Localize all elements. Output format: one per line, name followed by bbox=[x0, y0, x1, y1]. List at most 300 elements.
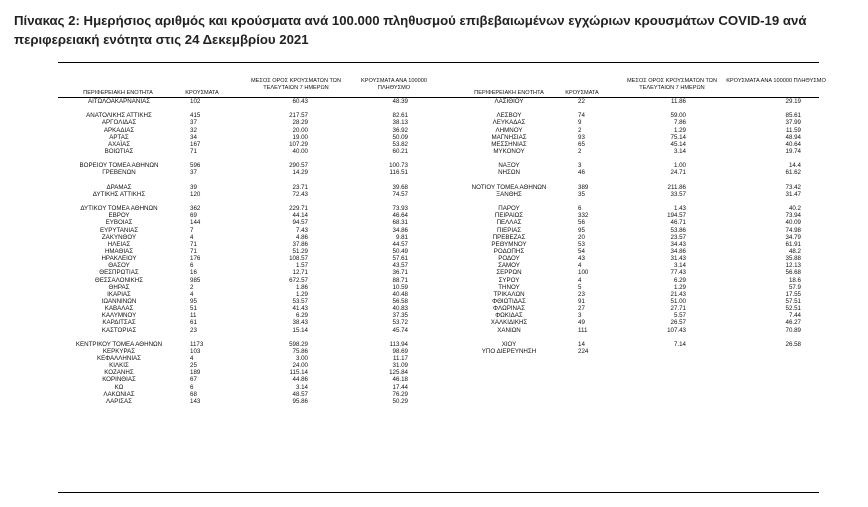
left-cases-cell: 25 bbox=[190, 362, 197, 370]
left-avg7-cell: 290.57 bbox=[289, 162, 308, 170]
left-region-cell: ΒΟΡΕΙΟΥ ΤΟΜΕΑ ΑΘΗΝΩΝ bbox=[79, 162, 159, 170]
left-cases-cell: 362 bbox=[190, 205, 201, 213]
left-cases-cell: 143 bbox=[190, 397, 201, 405]
right-region-cell bbox=[441, 198, 577, 205]
right-cases-cell: 3 bbox=[578, 312, 582, 320]
right-cases-cell: 23 bbox=[578, 290, 585, 298]
left-avg7-cell: 1.57 bbox=[295, 262, 308, 270]
right-cases-cell bbox=[578, 177, 614, 184]
left-per100k-cell: 57.61 bbox=[392, 255, 408, 263]
left-region-cell: ΔΡΑΜΑΣ bbox=[106, 183, 132, 191]
left-region-cell: ΚΑΣΤΟΡΙΑΣ bbox=[101, 326, 137, 334]
left-region-cell: ΑΧΑΪΑΣ bbox=[107, 140, 131, 148]
right-per100k-column bbox=[745, 98, 801, 355]
left-cases-cell bbox=[190, 198, 226, 205]
left-region-cell: ΕΥΡΥΤΑΝΙΑΣ bbox=[99, 226, 139, 234]
left-cases-cell: 7 bbox=[190, 226, 194, 234]
right-avg7-cell: 33.57 bbox=[670, 190, 686, 198]
left-per100k-cell: 46.18 bbox=[392, 376, 408, 384]
right-per100k-cell: 40.09 bbox=[785, 219, 801, 227]
left-per100k-cell: 11.17 bbox=[392, 355, 408, 363]
left-per100k-cell: 116.51 bbox=[389, 169, 408, 177]
left-avg7-cell: 115.14 bbox=[289, 369, 308, 377]
left-avg7-cell: 38.43 bbox=[292, 319, 308, 327]
right-per100k-cell: 73.42 bbox=[785, 183, 801, 191]
right-per100k-cell: 48.2 bbox=[788, 247, 801, 255]
left-region-cell: ΑΡΚΑΔΙΑΣ bbox=[103, 126, 135, 134]
left-per100k-cell: 82.61 bbox=[392, 112, 408, 120]
left-per100k-cell bbox=[352, 105, 408, 112]
left-avg7-cell bbox=[252, 155, 308, 162]
left-per100k-cell: 125.84 bbox=[389, 369, 408, 377]
left-region-cell: ΕΒΡΟΥ bbox=[108, 212, 130, 220]
left-avg7-cell: 1.86 bbox=[295, 283, 308, 291]
left-region-cell: ΘΕΣΠΡΩΤΙΑΣ bbox=[99, 269, 139, 277]
left-region-cell: ΚΙΛΚΙΣ bbox=[109, 362, 129, 370]
right-cases-cell: 332 bbox=[578, 212, 589, 220]
right-cases-cell: 9 bbox=[578, 119, 582, 127]
left-per100k-cell: 39.68 bbox=[392, 183, 408, 191]
right-cases-cell: 111 bbox=[578, 326, 588, 334]
right-avg7-cell bbox=[630, 105, 686, 112]
right-per100k-cell: 48.94 bbox=[785, 133, 801, 141]
left-cases-column bbox=[190, 98, 226, 405]
right-per100k-cell: 14.4 bbox=[788, 162, 801, 170]
right-per100k-cell: 46.27 bbox=[785, 319, 801, 327]
left-per100k-cell: 68.31 bbox=[392, 219, 408, 227]
left-cases-cell: 176 bbox=[190, 255, 201, 263]
right-cases-cell: 20 bbox=[578, 233, 585, 241]
left-per100k-cell: 36.71 bbox=[392, 269, 408, 277]
left-cases-cell: 189 bbox=[190, 369, 201, 377]
right-avg7-cell bbox=[630, 155, 686, 162]
right-region-cell: ΣΕΡΡΩΝ bbox=[496, 269, 522, 277]
left-per100k-cell: 38.13 bbox=[392, 119, 408, 127]
right-region-cell: ΛΕΣΒΟΥ bbox=[496, 112, 522, 120]
left-region-cell: ΘΑΣΟΥ bbox=[108, 262, 130, 270]
left-per100k-cell: 76.29 bbox=[392, 390, 408, 398]
left-avg7-cell: 28.29 bbox=[292, 119, 308, 127]
left-region-cell: ΙΚΑΡΙΑΣ bbox=[107, 290, 131, 298]
left-cases-cell: 67 bbox=[190, 376, 197, 384]
left-cases-cell: 4 bbox=[190, 355, 194, 363]
right-cases-column bbox=[578, 98, 614, 355]
left-per100k-cell: 46.64 bbox=[392, 212, 408, 220]
right-region-cell: ΧΙΟΥ bbox=[501, 340, 517, 348]
left-per100k-cell: 10.59 bbox=[392, 283, 408, 291]
left-region-cell: ΓΡΕΒΕΝΩΝ bbox=[102, 169, 136, 177]
left-per100k-cell bbox=[352, 334, 408, 341]
left-avg7-cell bbox=[252, 198, 308, 205]
left-region-cell bbox=[60, 155, 178, 162]
left-cases-cell bbox=[190, 177, 226, 184]
left-avg7-cell: 15.14 bbox=[292, 326, 308, 334]
right-avg7-cell: 27.71 bbox=[670, 305, 686, 313]
header-per100k-right: ΚΡΟΥΣΜΑΤΑ ΑΝΑ 100000 ΠΛΗΘΥΣΜΟ bbox=[726, 78, 826, 84]
right-avg7-cell: 26.57 bbox=[670, 319, 686, 327]
header-cases-right: ΚΡΟΥΣΜΑΤΑ bbox=[565, 90, 599, 96]
right-cases-cell: 95 bbox=[578, 226, 585, 234]
left-region-cell bbox=[60, 105, 178, 112]
right-per100k-cell: 61.62 bbox=[785, 169, 801, 177]
right-region-cell: ΣΥΡΟΥ bbox=[498, 276, 520, 284]
left-cases-cell: 6 bbox=[190, 262, 194, 270]
left-avg7-cell: 94.57 bbox=[292, 219, 308, 227]
left-cases-cell: 16 bbox=[190, 269, 197, 277]
right-region-cell: ΛΕΥΚΑΔΑΣ bbox=[492, 119, 526, 127]
left-region-cell: ΚΕΦΑΛΛΗΝΙΑΣ bbox=[96, 355, 141, 363]
right-avg7-cell: 3.14 bbox=[673, 262, 686, 270]
left-per100k-cell: 40.83 bbox=[392, 305, 408, 313]
left-per100k-cell: 74.57 bbox=[392, 190, 408, 198]
left-avg7-cell: 44.14 bbox=[292, 212, 308, 220]
left-avg7-cell: 37.86 bbox=[292, 240, 308, 248]
right-per100k-cell: 70.89 bbox=[785, 326, 801, 334]
right-per100k-cell: 35.88 bbox=[785, 255, 801, 263]
right-cases-cell: 91 bbox=[578, 297, 585, 305]
left-cases-cell: 144 bbox=[190, 219, 201, 227]
left-avg7-cell: 108.57 bbox=[289, 255, 308, 263]
right-cases-cell: 35 bbox=[578, 190, 585, 198]
left-per100k-cell bbox=[352, 198, 408, 205]
right-avg7-cell: 31.43 bbox=[670, 255, 686, 263]
right-cases-cell: 27 bbox=[578, 305, 585, 313]
right-region-cell: ΣΑΜΟΥ bbox=[498, 262, 520, 270]
right-per100k-cell: 40.2 bbox=[788, 205, 801, 213]
left-region-cell: ΛΑΡΙΣΑΣ bbox=[106, 397, 132, 405]
left-region-cell: ΚΩ bbox=[114, 383, 124, 391]
left-avg7-cell: 7.43 bbox=[295, 226, 308, 234]
table-bottom-rule bbox=[58, 492, 819, 493]
right-cases-cell: 49 bbox=[578, 319, 585, 327]
right-region-cell: ΦΩΚΙΔΑΣ bbox=[495, 312, 523, 320]
right-avg7-cell: 194.57 bbox=[667, 212, 686, 220]
right-cases-cell: 4 bbox=[578, 276, 582, 284]
right-avg7-cell: 24.71 bbox=[670, 169, 686, 177]
right-avg7-cell: 46.71 bbox=[670, 219, 686, 227]
left-avg7-cell: 598.29 bbox=[289, 340, 308, 348]
right-per100k-cell: 19.74 bbox=[785, 147, 801, 155]
right-cases-cell: 56 bbox=[578, 219, 585, 227]
right-per100k-cell: 17.55 bbox=[785, 290, 801, 298]
right-per100k-cell: 61.91 bbox=[785, 240, 801, 248]
right-region-cell: ΠΑΡΟΥ bbox=[498, 205, 520, 213]
right-per100k-cell bbox=[745, 177, 801, 184]
left-avg7-cell bbox=[252, 177, 308, 184]
left-cases-cell: 37 bbox=[190, 169, 197, 177]
left-per100k-cell: 31.09 bbox=[392, 362, 408, 370]
left-cases-cell: 37 bbox=[190, 119, 197, 127]
right-per100k-cell: 31.47 bbox=[785, 190, 801, 198]
left-per100k-cell: 60.21 bbox=[392, 147, 408, 155]
right-cases-cell: 22 bbox=[578, 98, 585, 105]
right-per100k-cell bbox=[745, 155, 801, 162]
right-region-cell: ΧΑΝΙΩΝ bbox=[497, 326, 521, 334]
left-cases-cell: 95 bbox=[190, 297, 197, 305]
left-avg7-cell: 75.86 bbox=[292, 347, 308, 355]
left-region-cell: ΔΥΤΙΚΟΥ ΤΟΜΕΑ ΑΘΗΝΩΝ bbox=[80, 205, 158, 213]
left-avg7-cell: 4.86 bbox=[295, 233, 308, 241]
right-avg7-cell: 3.14 bbox=[673, 147, 686, 155]
header-avg7-left: ΜΕΣΟΣ ΟΡΟΣ ΚΡΟΥΣΜΑΤΩΝ ΤΩΝ ΤΕΛΕΥΤΑΙΩΝ 7 ΗΜΕΡΩΝ bbox=[251, 78, 341, 91]
right-region-cell: ΦΛΩΡΙΝΑΣ bbox=[493, 305, 525, 313]
right-region-cell: ΠΕΙΡΑΙΩΣ bbox=[494, 212, 524, 220]
right-region-cell: ΛΗΜΝΟΥ bbox=[495, 126, 523, 134]
right-avg7-cell: 21.43 bbox=[670, 290, 686, 298]
left-avg7-cell: 14.29 bbox=[292, 169, 308, 177]
left-avg7-cell: 72.43 bbox=[292, 190, 308, 198]
right-cases-cell: 65 bbox=[578, 140, 585, 148]
right-per100k-cell bbox=[745, 334, 801, 341]
right-per100k-cell: 57.9 bbox=[788, 283, 801, 291]
left-per100k-cell: 9.81 bbox=[395, 233, 408, 241]
left-per100k-cell: 43.57 bbox=[392, 262, 408, 270]
left-cases-cell: 23 bbox=[190, 326, 197, 334]
right-region-cell: ΠΙΕΡΙΑΣ bbox=[496, 226, 522, 234]
left-avg7-cell: 107.29 bbox=[289, 140, 308, 148]
left-region-cell: ΙΩΑΝΝΙΝΩΝ bbox=[101, 297, 137, 305]
left-region-cell: ΗΛΕΙΑΣ bbox=[107, 240, 131, 248]
left-region-cell: ΑΡΤΑΣ bbox=[109, 133, 129, 141]
left-region-cell: ΛΑΚΩΝΙΑΣ bbox=[103, 390, 135, 398]
header-region-right: ΠΕΡΙΦΕΡΕΙΑΚΗ ΕΝΟΤΗΤΑ bbox=[474, 90, 544, 96]
left-avg7-cell: 217.57 bbox=[289, 112, 308, 120]
left-avg7-cell: 6.29 bbox=[295, 312, 308, 320]
right-avg7-cell: 34.43 bbox=[670, 240, 686, 248]
left-cases-cell: 69 bbox=[190, 212, 197, 220]
right-cases-cell: 3 bbox=[578, 162, 582, 170]
left-region-cell: ΚΕΡΚΥΡΑΣ bbox=[102, 347, 136, 355]
right-cases-cell bbox=[578, 198, 614, 205]
table-top-rule bbox=[58, 62, 819, 63]
left-per100k-cell: 100.73 bbox=[389, 162, 408, 170]
right-avg7-cell: 51.00 bbox=[670, 297, 686, 305]
left-cases-cell: 32 bbox=[190, 126, 197, 134]
left-cases-cell: 51 bbox=[190, 305, 197, 313]
left-avg7-cell: 20.00 bbox=[292, 126, 308, 134]
left-per100k-cell: 40.48 bbox=[392, 290, 408, 298]
left-region-cell: ΚΑΒΑΛΑΣ bbox=[104, 305, 134, 313]
right-avg7-cell: 211.86 bbox=[667, 183, 686, 191]
right-avg7-cell: 107.43 bbox=[667, 326, 686, 334]
left-cases-cell bbox=[190, 105, 226, 112]
right-region-cell: ΝΟΤΙΟΥ ΤΟΜΕΑ ΑΘΗΝΩΝ bbox=[471, 183, 547, 191]
right-per100k-cell: 37.99 bbox=[785, 119, 801, 127]
left-per100k-cell: 37.35 bbox=[392, 312, 408, 320]
right-region-cell: ΤΗΝΟΥ bbox=[498, 283, 520, 291]
left-per100k-cell: 36.92 bbox=[392, 126, 408, 134]
right-per100k-cell bbox=[745, 348, 801, 355]
right-avg7-cell: 1.29 bbox=[673, 283, 686, 291]
left-region-cell: ΒΟΙΩΤΙΑΣ bbox=[104, 147, 134, 155]
left-region-cell bbox=[60, 177, 178, 184]
left-cases-cell: 71 bbox=[190, 147, 197, 155]
left-avg7-cell: 41.43 bbox=[292, 305, 308, 313]
left-avg7-cell: 19.00 bbox=[292, 133, 308, 141]
left-avg7-cell: 12.71 bbox=[292, 269, 308, 277]
right-per100k-cell: 12.13 bbox=[785, 262, 801, 270]
left-cases-cell: 1173 bbox=[190, 340, 204, 348]
right-per100k-cell: 56.68 bbox=[785, 269, 801, 277]
left-per100k-cell: 17.44 bbox=[392, 383, 408, 391]
right-per100k-cell bbox=[745, 105, 801, 112]
right-cases-cell: 2 bbox=[578, 126, 582, 134]
left-region-cell: ΗΜΑΘΙΑΣ bbox=[104, 247, 134, 255]
right-per100k-cell: 52.51 bbox=[785, 305, 801, 313]
right-avg7-cell: 11.86 bbox=[670, 98, 686, 105]
right-avg7-cell: 1.00 bbox=[673, 162, 686, 170]
left-avg7-cell: 53.57 bbox=[292, 297, 308, 305]
left-per100k-cell: 45.74 bbox=[392, 326, 408, 334]
right-avg7-cell: 7.86 bbox=[673, 119, 686, 127]
right-per100k-cell: 26.58 bbox=[785, 340, 801, 348]
left-avg7-cell: 44.86 bbox=[292, 376, 308, 384]
right-avg7-cell: 23.57 bbox=[670, 233, 686, 241]
left-per100k-cell: 53.72 bbox=[392, 319, 408, 327]
right-avg7-cell: 5.57 bbox=[673, 312, 686, 320]
left-per100k-cell: 34.86 bbox=[392, 226, 408, 234]
left-region-column bbox=[60, 98, 178, 405]
left-per100k-cell: 113.94 bbox=[389, 340, 408, 348]
left-avg7-cell bbox=[252, 105, 308, 112]
right-cases-cell: 6 bbox=[578, 205, 582, 213]
left-per100k-cell: 50.29 bbox=[392, 397, 408, 405]
right-region-cell: ΦΘΙΩΤΙΔΑΣ bbox=[492, 297, 526, 305]
right-region-cell: ΠΡΕΒΕΖΑΣ bbox=[492, 233, 526, 241]
right-region-cell: ΡΟΔΟΠΗΣ bbox=[493, 247, 525, 255]
header-region-left: ΠΕΡΙΦΕΡΕΙΑΚΗ ΕΝΟΤΗΤΑ bbox=[83, 90, 153, 96]
left-region-cell: ΑΙΤΩΛΟΑΚΑΡΝΑΝΙΑΣ bbox=[87, 98, 151, 105]
left-region-cell: ΚΕΝΤΡΙΚΟΥ ΤΟΜΕΑ ΑΘΗΝΩΝ bbox=[75, 340, 163, 348]
left-per100k-cell: 50.49 bbox=[392, 247, 408, 255]
left-avg7-cell bbox=[252, 334, 308, 341]
header-per100k-left: ΚΡΟΥΣΜΑΤΑ ΑΝΑ 100000 ΠΛΗΘΥΣΜΟ bbox=[361, 78, 427, 91]
right-region-cell bbox=[441, 177, 577, 184]
left-region-cell: ΘΕΣΣΑΛΟΝΙΚΗΣ bbox=[94, 276, 144, 284]
left-region-cell: ΚΑΡΔΙΤΣΑΣ bbox=[102, 319, 136, 327]
right-cases-cell: 46 bbox=[578, 169, 585, 177]
right-avg7-cell: 34.86 bbox=[670, 247, 686, 255]
right-cases-cell: 93 bbox=[578, 133, 585, 141]
left-region-cell: ΑΝΑΤΟΛΙΚΗΣ ΑΤΤΙΚΗΣ bbox=[86, 112, 152, 120]
left-region-cell bbox=[60, 334, 178, 341]
right-per100k-cell: 7.44 bbox=[788, 312, 801, 320]
right-avg7-cell: 7.14 bbox=[673, 340, 686, 348]
left-avg7-cell: 1.29 bbox=[295, 290, 308, 298]
right-avg7-cell: 75.14 bbox=[670, 133, 686, 141]
right-cases-cell: 389 bbox=[578, 183, 589, 191]
left-avg7-cell: 23.71 bbox=[292, 183, 308, 191]
left-per100k-cell: 88.71 bbox=[392, 276, 408, 284]
left-cases-cell: 71 bbox=[190, 240, 197, 248]
left-cases-cell: 4 bbox=[190, 233, 194, 241]
right-per100k-cell: 73.94 bbox=[785, 212, 801, 220]
right-cases-cell: 4 bbox=[578, 262, 582, 270]
left-region-cell: ΚΟΡΙΝΘΙΑΣ bbox=[102, 376, 136, 384]
right-per100k-cell: 29.19 bbox=[785, 98, 801, 105]
left-cases-cell bbox=[190, 334, 226, 341]
right-region-cell: ΛΑΣΙΘΙΟΥ bbox=[494, 98, 524, 105]
header-cases-left: ΚΡΟΥΣΜΑΤΑ bbox=[185, 90, 219, 96]
left-region-cell: ΚΟΖΑΝΗΣ bbox=[104, 369, 134, 377]
left-per100k-cell: 48.39 bbox=[392, 98, 408, 105]
right-cases-cell: 224 bbox=[578, 347, 589, 355]
right-cases-cell: 5 bbox=[578, 283, 582, 291]
right-cases-cell bbox=[578, 155, 614, 162]
left-region-cell: ΔΥΤΙΚΗΣ ΑΤΤΙΚΗΣ bbox=[92, 190, 146, 198]
right-per100k-cell: 34.79 bbox=[785, 233, 801, 241]
right-cases-cell: 14 bbox=[578, 340, 585, 348]
left-region-cell: ΗΡΑΚΛΕΙΟΥ bbox=[101, 255, 137, 263]
right-avg7-column bbox=[630, 98, 686, 355]
right-per100k-cell: 57.51 bbox=[785, 297, 801, 305]
left-region-cell: ΑΡΓΟΛΙΔΑΣ bbox=[101, 119, 137, 127]
right-avg7-cell: 59.00 bbox=[670, 112, 686, 120]
left-cases-cell: 6 bbox=[190, 383, 194, 391]
right-region-cell: ΜΕΣΣΗΝΙΑΣ bbox=[491, 140, 527, 148]
right-avg7-cell bbox=[630, 177, 686, 184]
left-cases-cell: 11 bbox=[190, 312, 197, 320]
left-avg7-cell: 95.86 bbox=[292, 397, 308, 405]
left-per100k-cell: 73.93 bbox=[392, 205, 408, 213]
right-per100k-cell: 11.59 bbox=[785, 126, 801, 134]
right-region-cell: ΜΑΓΝΗΣΙΑΣ bbox=[491, 133, 527, 141]
left-per100k-cell: 56.58 bbox=[392, 297, 408, 305]
right-region-cell: ΥΠΟ ΔΙΕΡΕΥΝΗΣΗ bbox=[481, 347, 537, 355]
left-per100k-cell bbox=[352, 177, 408, 184]
left-cases-cell: 103 bbox=[190, 347, 201, 355]
right-cases-cell bbox=[578, 334, 614, 341]
left-avg7-cell: 24.00 bbox=[292, 362, 308, 370]
right-avg7-cell: 53.86 bbox=[670, 226, 686, 234]
right-per100k-cell: 40.64 bbox=[785, 140, 801, 148]
right-region-cell: ΝΑΞΟΥ bbox=[498, 162, 520, 170]
left-region-cell: ΖΑΚΥΝΘΟΥ bbox=[101, 233, 137, 241]
left-region-cell: ΚΑΛΥΜΝΟΥ bbox=[101, 312, 137, 320]
right-avg7-cell bbox=[630, 334, 686, 341]
left-per100k-cell bbox=[352, 155, 408, 162]
right-region-cell: ΡΟΔΟΥ bbox=[498, 255, 520, 263]
left-cases-cell: 68 bbox=[190, 390, 197, 398]
left-cases-cell: 985 bbox=[190, 276, 201, 284]
left-avg7-cell: 3.14 bbox=[295, 383, 308, 391]
right-region-cell: ΡΕΘΥΜΝΟΥ bbox=[491, 240, 527, 248]
right-avg7-cell: 77.43 bbox=[670, 269, 686, 277]
right-avg7-cell bbox=[630, 198, 686, 205]
right-per100k-cell: 74.98 bbox=[785, 226, 801, 234]
right-cases-cell: 53 bbox=[578, 240, 585, 248]
left-cases-cell: 2 bbox=[190, 283, 194, 291]
left-cases-cell: 61 bbox=[190, 319, 197, 327]
right-per100k-cell bbox=[745, 198, 801, 205]
right-region-cell: ΤΡΙΚΑΛΩΝ bbox=[493, 290, 525, 298]
left-cases-cell: 71 bbox=[190, 247, 197, 255]
left-cases-cell bbox=[190, 155, 226, 162]
left-avg7-column bbox=[252, 98, 308, 405]
right-region-cell bbox=[441, 155, 577, 162]
right-region-cell bbox=[441, 334, 577, 341]
right-region-column bbox=[441, 98, 577, 355]
right-region-cell: ΠΕΛΛΑΣ bbox=[496, 219, 522, 227]
right-cases-cell: 54 bbox=[578, 247, 585, 255]
left-avg7-cell: 229.71 bbox=[289, 205, 308, 213]
left-cases-cell: 4 bbox=[190, 290, 194, 298]
left-avg7-cell: 40.00 bbox=[292, 147, 308, 155]
left-cases-cell: 596 bbox=[190, 162, 201, 170]
right-cases-cell: 100 bbox=[578, 269, 589, 277]
left-cases-cell: 167 bbox=[190, 140, 201, 148]
right-avg7-cell: 1.43 bbox=[673, 205, 686, 213]
